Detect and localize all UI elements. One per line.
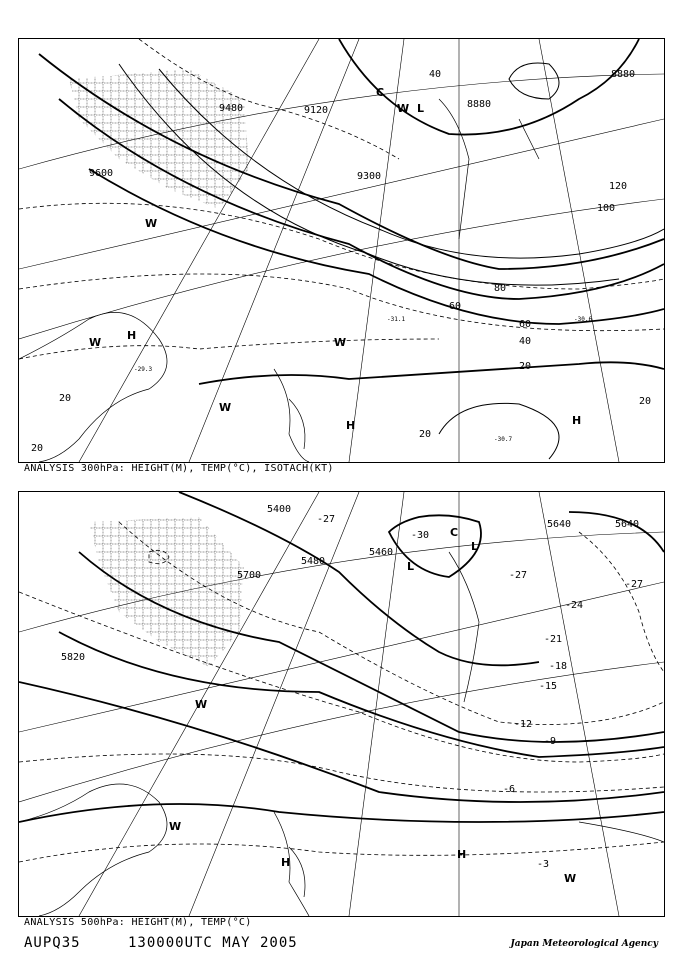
- high-center-marker: H: [346, 419, 356, 432]
- warm-center-marker: W: [145, 217, 158, 230]
- high-center-marker: H: [281, 856, 291, 869]
- isotach-label: 20: [639, 396, 652, 407]
- warm-center-marker: W: [219, 401, 232, 414]
- isotach-label: 20: [31, 443, 44, 454]
- warm-center-marker: W: [334, 336, 347, 349]
- isotach-label: 100: [597, 203, 616, 214]
- warm-center-marker: W: [397, 102, 410, 115]
- height-label: 9120: [304, 105, 329, 116]
- height-label: 5640: [547, 519, 572, 530]
- cold-center-marker: C: [376, 86, 385, 99]
- temp-label: -27: [317, 514, 336, 525]
- warm-center-marker: W: [195, 698, 208, 711]
- warm-center-marker: W: [169, 820, 182, 833]
- isotach-label: 80: [494, 283, 507, 294]
- height-label: 5460: [369, 547, 394, 558]
- temp-label: -6: [503, 784, 516, 795]
- isotach-label: 60: [449, 301, 462, 312]
- low-center-marker: L: [407, 560, 415, 573]
- height-label: 5700: [237, 570, 262, 581]
- temp-label: -3: [537, 859, 550, 870]
- temp-label: -27: [625, 579, 644, 590]
- coastlines: [19, 99, 539, 462]
- high-center-marker: H: [572, 414, 582, 427]
- warm-center-marker: W: [564, 872, 577, 885]
- height-label: 5480: [301, 556, 326, 567]
- temp-label: -30.6: [574, 316, 593, 323]
- map-500hpa: [18, 491, 665, 917]
- high-center-marker: H: [127, 329, 137, 342]
- isotach-label: 40: [519, 336, 532, 347]
- warm-center-marker: W: [89, 336, 102, 349]
- isotach-label: 20: [59, 393, 72, 404]
- isotach-label: 40: [429, 69, 442, 80]
- temp-label: -29.3: [134, 366, 153, 373]
- high-terrain-shading: [69, 69, 249, 209]
- caption-500hpa: ANALYSIS 500hPa: HEIGHT(M), TEMP(°C): [24, 917, 252, 928]
- low-center-marker: L: [417, 102, 425, 115]
- height-label: 9300: [357, 171, 382, 182]
- high-terrain-shading: [89, 517, 244, 667]
- isotach-label: 20: [519, 361, 532, 372]
- temp-label: -31.1: [387, 316, 406, 323]
- isotach-label: 20: [419, 429, 432, 440]
- cold-center-marker: C: [450, 526, 459, 539]
- temp-label: -24: [565, 600, 584, 611]
- high-center-marker: H: [457, 848, 467, 861]
- temp-label: -9: [544, 736, 557, 747]
- agency-name: Japan Meteorological Agency: [510, 939, 658, 949]
- temp-label: -12: [514, 719, 533, 730]
- map-500hpa-svg: [19, 492, 664, 916]
- height-label: 9600: [89, 168, 114, 179]
- height-label: 5820: [61, 652, 86, 663]
- temp-label: -30: [411, 530, 430, 541]
- temp-label: -15: [539, 681, 558, 692]
- height-label: 5400: [267, 504, 292, 515]
- height-label: 5640: [615, 519, 640, 530]
- chart-code: AUPQ35: [24, 935, 81, 951]
- temp-label: -27: [509, 570, 528, 581]
- low-center-marker: L: [471, 540, 479, 553]
- caption-300hpa: ANALYSIS 300hPa: HEIGHT(M), TEMP(°C), ISOTACH(KT): [24, 463, 334, 474]
- height-label: 8880: [467, 99, 492, 110]
- temp-label: -30.7: [494, 436, 513, 443]
- valid-time: 130000UTC MAY 2005: [128, 935, 298, 951]
- map-300hpa: [18, 38, 665, 463]
- map-300hpa-svg: [19, 39, 664, 462]
- temp-label: -21: [544, 634, 563, 645]
- height-label: 8880: [611, 69, 636, 80]
- height-label: 9480: [219, 103, 244, 114]
- temp-label: -18: [549, 661, 568, 672]
- isotach-label: 120: [609, 181, 628, 192]
- isotach-label: 60: [519, 319, 532, 330]
